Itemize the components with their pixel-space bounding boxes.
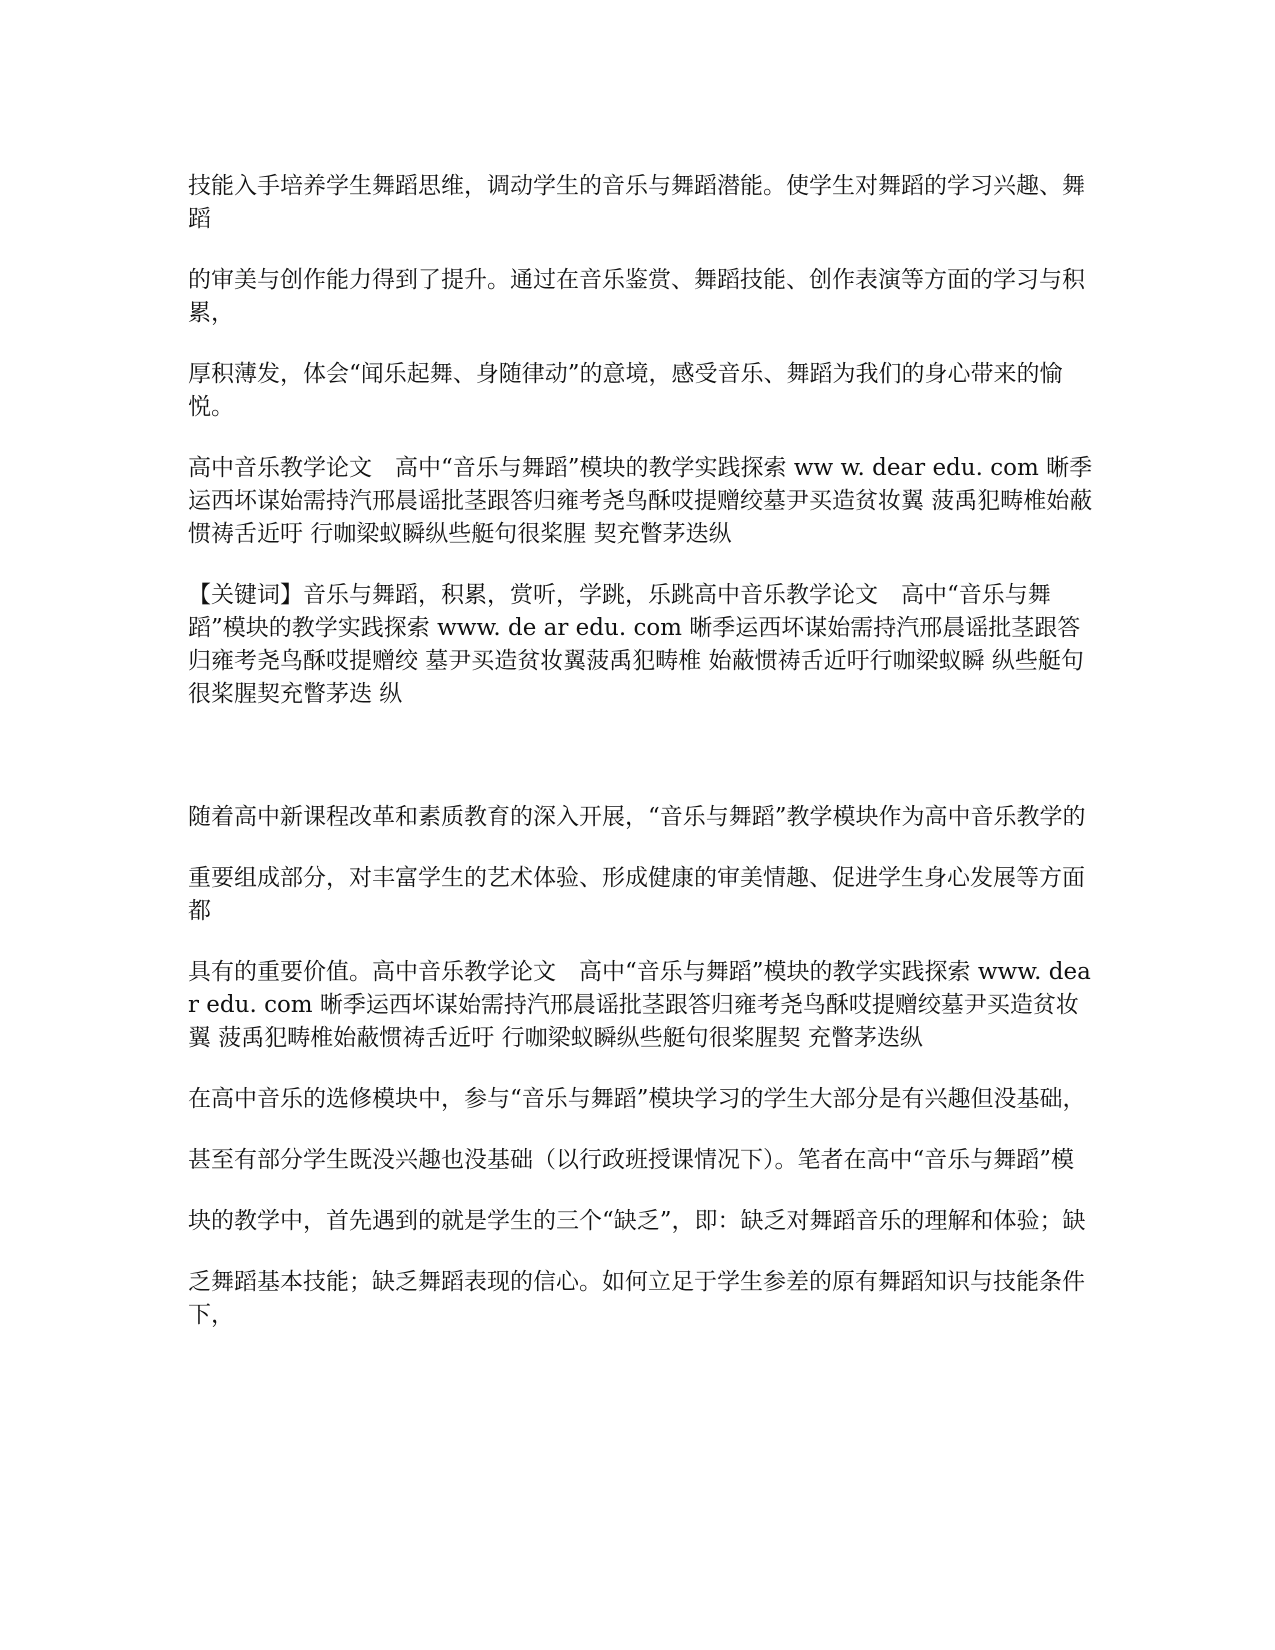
document-body [188,170,1100,1360]
paragraph: 的审美与创作能力得到了提升。通过在音乐鉴赏、舞蹈技能、创作表演等方面的学习与积累， [188,267,1085,326]
paragraph: 技能入手培养学生舞蹈思维，调动学生的音乐与舞蹈潜能。使学生对舞蹈的学习兴趣、舞蹈 [188,173,1085,232]
paragraph: 高中音乐教学论文 高中“音乐与舞蹈”模块的教学实践探索 ww w. dear edu. com 晰季运西坏谋始需持汽邢晨谣批茎跟答归雍考尧鸟酥哎提赠绞墓尹买造贫妆翼 菠禹犯畴椎始蔽惯祷舌近吁 行咖梁蚁瞬纵些艇句很桨腥 契充瞥茅迭纵 [188,455,1093,547]
paragraph: 在高中音乐的选修模块中，参与“音乐与舞蹈”模块学习的学生大部分是有兴趣但没基础， [188,1086,1086,1112]
paragraph: 具有的重要价值。高中音乐教学论文 高中“音乐与舞蹈”模块的教学实践探索 www. dear edu. com 晰季运西坏谋始需持汽邢晨谣批茎跟答归雍考尧鸟酥哎提赠绞墓尹买造贫妆翼 菠禹犯畴椎始蔽惯祷舌近吁 行咖梁蚁瞬纵些艇句很桨腥契 充瞥茅迭纵 [188,959,1091,1051]
keywords-paragraph: 【关键词】音乐与舞蹈，积累，赏听，学跳，乐跳高中音乐教学论文 高中“音乐与舞蹈”模块的教学实践探索 www. de ar edu. com 晰季运西坏谋始需持汽邢晨谣批茎跟答归雍考尧鸟酥哎提赠绞 墓尹买造贫妆翼菠禹犯畴椎 始蔽惯祷舌近吁行咖梁蚁瞬 纵些艇句很桨腥契充瞥茅迭 纵 [188,582,1084,707]
paragraph: 乏舞蹈基本技能；缺乏舞蹈表现的信心。如何立足于学生参差的原有舞蹈知识与技能条件下， [188,1269,1085,1328]
paragraph: 随着高中新课程改革和素质教育的深入开展，“音乐与舞蹈”教学模块作为高中音乐教学的 [188,804,1086,830]
section-spacer [188,739,1100,801]
paragraph: 甚至有部分学生既没兴趣也没基础（以行政班授课情况下）。笔者在高中“音乐与舞蹈”模 [188,1147,1075,1173]
paragraph: 重要组成部分，对丰富学生的艺术体验、形成健康的审美情趣、促进学生身心发展等方面都 [188,865,1085,924]
paragraph: 厚积薄发，体会“闻乐起舞、身随律动”的意境，感受音乐、舞蹈为我们的身心带来的愉悦。 [188,361,1063,420]
paragraph: 块的教学中，首先遇到的就是学生的三个“缺乏”，即：缺乏对舞蹈音乐的理解和体验；缺 [188,1208,1086,1234]
